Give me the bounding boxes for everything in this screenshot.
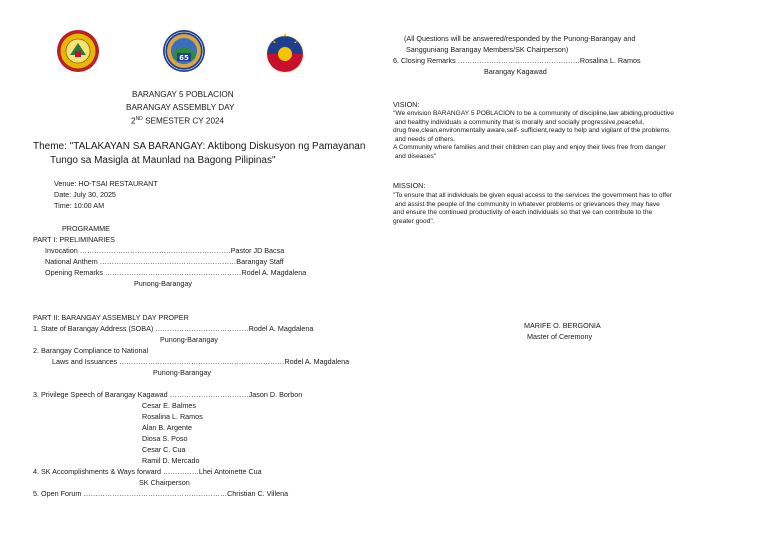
soba-line: 1. State of Barangay Address (SOBA) …………………………………Rodel A. Magdalena	[33, 324, 314, 333]
compliance-line-2: Laws and Issuances ……………………………………………………………Rodel A. Magdalena	[52, 357, 350, 366]
time-text: Time: 10:00 AM	[54, 201, 105, 210]
barangay-5-seal-logo	[162, 29, 206, 73]
part1-heading: PART I: PRELIMINARIES	[33, 235, 115, 244]
barangay-city-seal-logo	[56, 29, 100, 73]
compliance-line-1: 2. Barangay Compliance to National	[33, 346, 149, 355]
kagawad-name: Alan B. Argente	[142, 423, 192, 432]
vision-title: VISION:	[393, 100, 420, 109]
privilege-speech-line: 3. Privilege Speech of Barangay Kagawad ……………………………Jason D. Borbon	[33, 390, 303, 399]
programme-title: PROGRAMME	[62, 224, 110, 233]
mission-title: MISSION:	[393, 181, 426, 190]
header-line-3: 2ND SEMESTER CY 2024	[131, 116, 225, 126]
vision-text: "We envision BARANGAY 5 POBLACION to be a community of discipline,law abiding,productive and healthy individuals a community that is morally and socially progressive,peaceful, drug free,clean,environmentally aware,self- sufficient,ready to help and vigilant of the problems and needs of others. A Community where families and their children can play and enjoy their lives free from danger and diseases"	[393, 110, 674, 160]
compliance-role: Punong-Barangay	[153, 368, 211, 377]
kagawad-name: Ramil D. Mercado	[142, 456, 200, 465]
closing-role: Barangay Kagawad	[484, 67, 547, 76]
open-forum-line: 5. Open Forum ……………………………………………………Christian C. Villena	[33, 489, 289, 498]
master-of-ceremony-role: Master of Ceremony	[527, 332, 593, 341]
theme-line-1: Theme: "TALAKAYAN SA BARANGAY: Aktibong Diskusyon ng Pamayanan	[33, 141, 366, 152]
kagawad-name: Rosalina L. Ramos	[142, 412, 203, 421]
soba-role: Punong-Barangay	[160, 335, 218, 344]
questions-note-line-1: (All Questions will be answered/responded by the Punong-Barangay and	[404, 34, 636, 43]
venue-text: Venue: HO-TSAI RESTAURANT	[54, 179, 158, 188]
part2-heading: PART II: BARANGAY ASSEMBLY DAY PROPER	[33, 313, 189, 322]
questions-note-line-2: Sangguniang Barangay Members/SK Chairperson)	[406, 45, 569, 54]
opening-role: Punong-Barangay	[134, 279, 192, 288]
mission-text: "To ensure that all individuals be given equal access to the services the government has to offer and assist the people of the community in whatever problems or grievances they may have and ensure the continued productivity of each individuals so that we can contribute to the greater good".	[393, 192, 672, 225]
opening-remarks-line: Opening Remarks …………………………………………………Rodel A. Magdalena	[45, 268, 307, 277]
kagawad-name: Cesar C. Cua	[142, 445, 186, 454]
kagawad-name: Diosa S. Poso	[142, 434, 188, 443]
seal-number-text: 65	[179, 54, 189, 62]
closing-remarks-line: 6. Closing Remarks ……………………………………………Rosalina L. Ramos	[393, 56, 641, 65]
master-of-ceremony-name: MARIFE O. BERGONIA	[524, 321, 601, 330]
anthem-line: National Anthem …………………………………………………Barangay Staff	[45, 257, 284, 266]
sk-accomplishments-line: 4. SK Accomplishments & Ways forward ……………Lhei Antoinette Cua	[33, 467, 262, 476]
kagawad-name: Cesar E. Balmes	[142, 401, 196, 410]
header-line-1: BARANGAY 5 POBLACION	[132, 90, 234, 99]
sk-role: SK Chairperson	[139, 478, 190, 487]
bagong-pilipinas-logo	[263, 28, 307, 72]
theme-line-2: Tungo sa Masigla at Maunlad na Bagong Pilipinas"	[50, 155, 276, 166]
invocation-line: Invocation ………………………………………………………Pastor JD Bacsa	[45, 246, 285, 255]
header-line-2: BARANGAY ASSEMBLY DAY	[126, 103, 235, 112]
date-text: Date: July 30, 2025	[54, 190, 116, 199]
